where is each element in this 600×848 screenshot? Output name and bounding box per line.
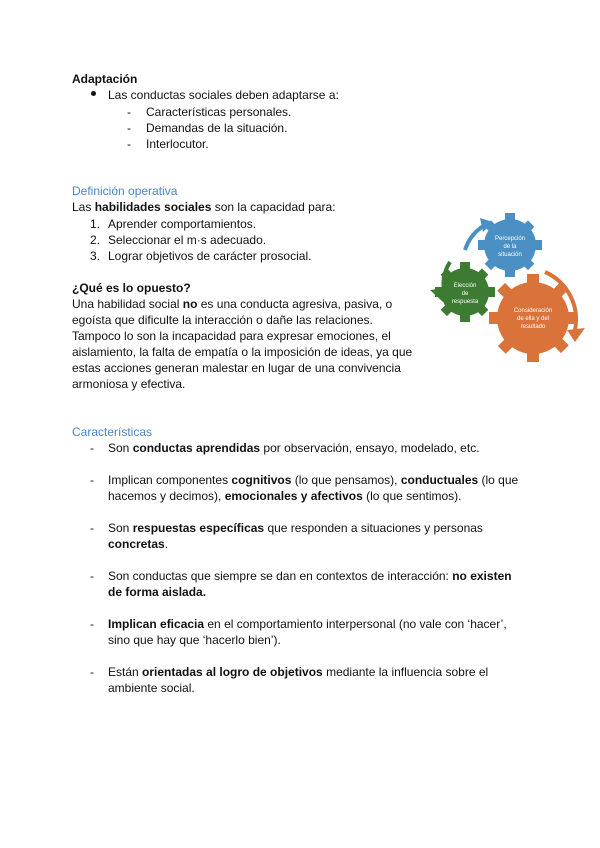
dash: - xyxy=(90,521,94,535)
definicion-heading: Definición operativa xyxy=(72,184,178,198)
caracteristica-item: Son conductas que siempre se dan en contextos de interacción: no existen xyxy=(108,569,512,583)
opuesto-line: armoniosa y efectiva. xyxy=(72,377,186,391)
dash: - xyxy=(90,473,94,487)
adaptacion-item: Interlocutor. xyxy=(146,137,209,151)
gear-green-label: respuesta xyxy=(451,299,479,305)
bullet-dot xyxy=(91,91,96,96)
list-number: 2. xyxy=(90,233,101,247)
caracteristica-item: hacemos y decimos), emocionales y afectivos (lo que sentimos). xyxy=(108,489,462,503)
opuesto-title: ¿Qué es lo opuesto? xyxy=(72,281,191,295)
opuesto-line: Una habilidad social no es una conducta agresiva, pasiva, o xyxy=(72,297,393,311)
dash: - xyxy=(90,617,94,631)
caracteristica-item: concretas. xyxy=(108,537,169,551)
gear-orange-label: de ella y del xyxy=(516,316,550,322)
gear-green-label: Elección xyxy=(453,283,477,289)
caracteristica-item: ambiente social. xyxy=(108,681,195,695)
adaptacion-item: Demandas de la situación. xyxy=(146,121,288,135)
opuesto-line: Tampoco lo son la incapacidad para expresar emociones, el xyxy=(72,329,391,343)
adaptacion-title: Adaptación xyxy=(72,72,138,86)
gear-orange-label: resultado xyxy=(520,324,546,330)
caracteristica-item: de forma aislada. xyxy=(108,585,207,599)
list-number: 1. xyxy=(90,217,101,231)
dash: - xyxy=(90,569,94,583)
caracteristica-item: sino que hay que ‘hacerlo bien’). xyxy=(108,633,281,647)
dash: - xyxy=(127,121,131,135)
gear-blue-label: situación xyxy=(498,252,522,258)
gear-green-label: de xyxy=(461,291,469,297)
definicion-item: Seleccionar el m·s adecuado. xyxy=(108,233,267,247)
opuesto-line: egoísta que dificulte la interacción o dañe las relaciones. xyxy=(72,313,373,327)
opuesto-line: estas acciones generan malestar en lugar de una convivencia xyxy=(72,361,401,375)
dash: - xyxy=(127,137,131,151)
dash: - xyxy=(127,105,131,119)
caracteristica-item: Son respuestas específicas que responden a situaciones y personas xyxy=(108,521,483,535)
gears-diagram xyxy=(425,210,600,370)
arrow-head xyxy=(567,328,585,342)
definicion-intro: Las habilidades sociales son la capacidad para: xyxy=(72,200,336,214)
gear-orange-label: Consideración xyxy=(513,308,553,314)
definicion-item: Aprender comportamientos. xyxy=(108,217,257,231)
caracteristicas-heading: Características xyxy=(72,425,153,439)
gear-blue-label: Percepción xyxy=(494,236,526,242)
caracteristica-item: Implican componentes cognitivos (lo que pensamos), conductuales (lo que xyxy=(108,473,519,487)
gear-blue-label: de la xyxy=(503,244,517,250)
dash: - xyxy=(90,441,94,455)
dash: - xyxy=(90,665,94,679)
definicion-item: Lograr objetivos de carácter prosocial. xyxy=(108,249,312,263)
caracteristica-item: Están orientadas al logro de objetivos mediante la influencia sobre el xyxy=(108,665,489,679)
gear-orange xyxy=(489,274,577,362)
adaptacion-bullet: Las conductas sociales deben adaptarse a: xyxy=(108,88,339,102)
opuesto-line: aislamiento, la falta de empatía o la imposición de ideas, ya que xyxy=(72,345,413,359)
caracteristica-item: Son conductas aprendidas por observación, ensayo, modelado, etc. xyxy=(108,441,480,455)
caracteristica-item: Implican eficacia en el comportamiento interpersonal (no vale con ‘hacer’, xyxy=(108,617,507,631)
adaptacion-item: Características personales. xyxy=(146,105,292,119)
list-number: 3. xyxy=(90,249,101,263)
